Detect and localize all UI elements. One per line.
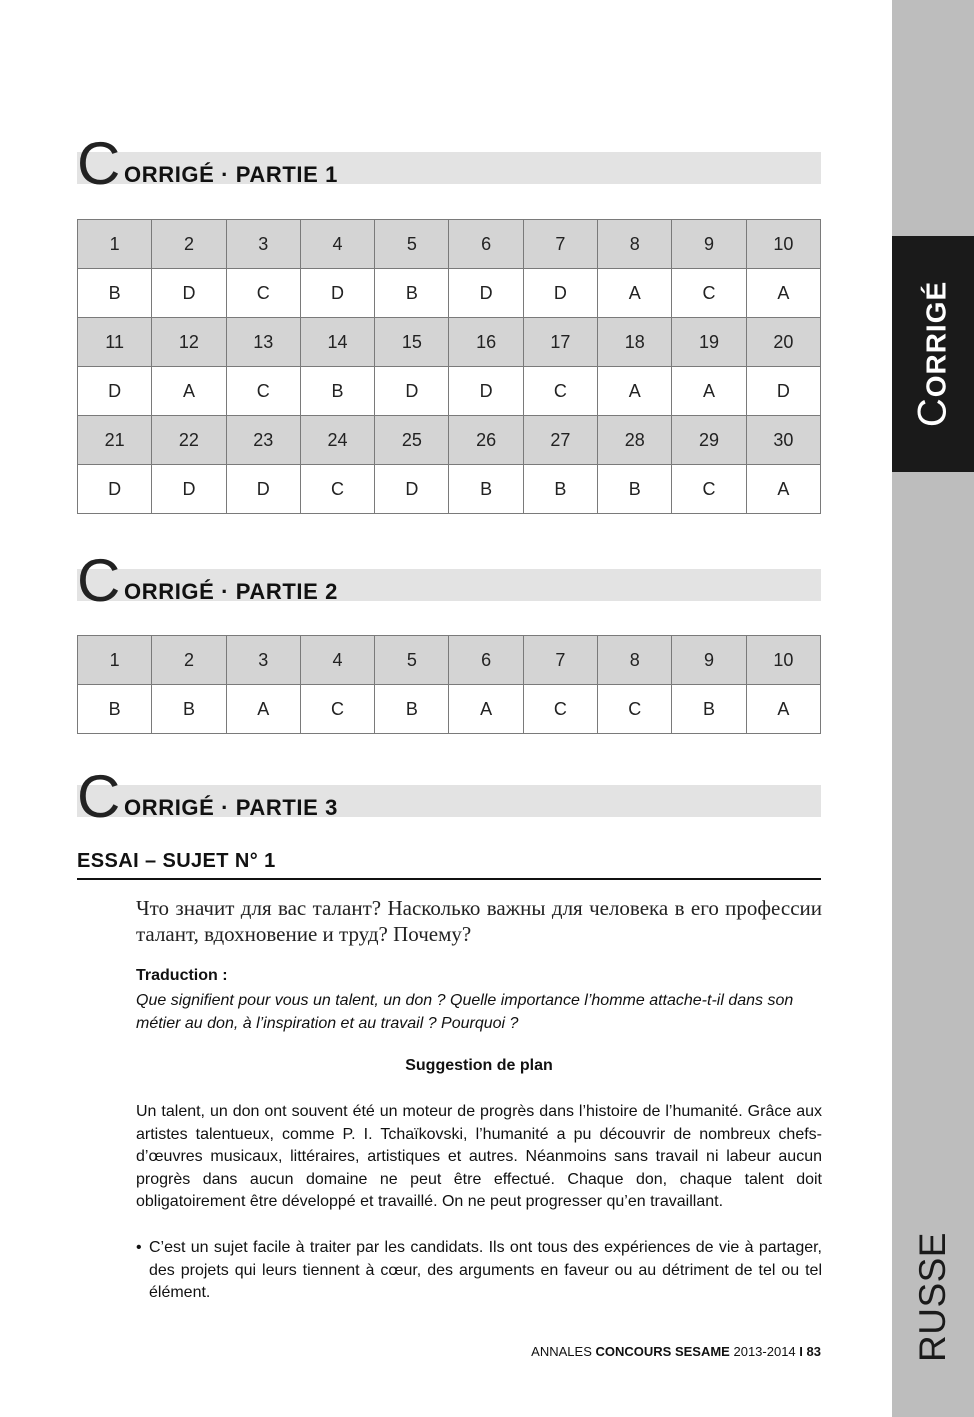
answer-cell: D (152, 269, 226, 318)
russian-question: Что значит для вас талант? Насколько важны для человека в его профессии талант, вдохновение и труд? Почему? (136, 896, 822, 946)
answer-cell: A (226, 685, 300, 734)
answer-cell: A (746, 465, 820, 514)
answer-cell: A (672, 367, 746, 416)
sidebar (892, 0, 974, 1417)
answer-cell: D (746, 367, 820, 416)
plan-paragraph: Un talent, un don ont souvent été un moteur de progrès dans l’histoire de l’humanité. Grâce aux artistes talentueux, comme P. I. Tchaïkovski, l’humanité a pu découvrir de nombreux chefs-d’œuvres musicaux, littéraires, artistiques et autres. Néanmoins sans travail ni labeur aucun progrès dans aucun domaine ne peut être effectué. Chaque don, chaque talent doit obligatoirement être développé et travaillé. On ne peut progresser qu’en travaillant. (136, 1103, 822, 1210)
question-number-cell: 5 (375, 220, 449, 269)
answer-cell: D (449, 367, 523, 416)
question-number-cell: 3 (226, 636, 300, 685)
answer-cell: C (523, 685, 597, 734)
corrige-tab (892, 236, 974, 472)
answer-cell: B (152, 685, 226, 734)
answer-cell: C (300, 465, 374, 514)
answer-cell: B (449, 465, 523, 514)
question-number-cell: 7 (523, 220, 597, 269)
question-number-cell: 25 (375, 416, 449, 465)
answer-cell: B (78, 685, 152, 734)
answer-cell: D (78, 367, 152, 416)
question-number-cell: 8 (598, 636, 672, 685)
question-number-cell: 15 (375, 318, 449, 367)
question-number-cell: 1 (78, 220, 152, 269)
question-number-cell: 2 (152, 636, 226, 685)
plan-bullet (136, 1237, 822, 1305)
question-number-cell: 24 (300, 416, 374, 465)
answer-cell: A (746, 685, 820, 734)
question-number-cell: 12 (152, 318, 226, 367)
answer-cell: C (523, 367, 597, 416)
question-number-cell: 23 (226, 416, 300, 465)
question-number-cell: 18 (598, 318, 672, 367)
answer-cell: A (449, 685, 523, 734)
subject-label: RUSSE (912, 1232, 953, 1362)
answer-cell: C (226, 367, 300, 416)
answer-table-part2 (77, 635, 821, 734)
section-heading-part3 (77, 763, 821, 831)
question-number-cell: 8 (598, 220, 672, 269)
question-number-cell: 28 (598, 416, 672, 465)
answer-cell: C (300, 685, 374, 734)
answer-cell: B (598, 465, 672, 514)
answer-cell: D (78, 465, 152, 514)
answer-cell: D (375, 367, 449, 416)
question-number-cell: 14 (300, 318, 374, 367)
translation-label: Traduction : (136, 967, 228, 984)
question-number-cell: 6 (449, 636, 523, 685)
essay-title: ESSAI – SUJET N° 1 (77, 850, 821, 880)
answer-cell: B (375, 269, 449, 318)
answer-cell: B (672, 685, 746, 734)
answer-cell: B (300, 367, 374, 416)
answer-row (78, 269, 821, 318)
question-number-cell: 1 (78, 636, 152, 685)
heading-text: ORRIGÉ · PARTIE 2 (124, 579, 338, 604)
heading-initial: C (77, 763, 121, 830)
corrige-tab-label: CORRIGÉ (910, 280, 955, 428)
question-number-cell: 2 (152, 220, 226, 269)
question-number-cell: 20 (746, 318, 820, 367)
answer-cell: B (523, 465, 597, 514)
plan-title: Suggestion de plan (405, 1057, 553, 1074)
question-number-cell: 13 (226, 318, 300, 367)
page-number: 83 (806, 1344, 821, 1359)
question-number-cell: 7 (523, 636, 597, 685)
question-number-row (78, 416, 821, 465)
answer-row (78, 685, 821, 734)
answer-cell: C (598, 685, 672, 734)
question-number-cell: 9 (672, 636, 746, 685)
question-number-row (78, 220, 821, 269)
question-number-cell: 11 (78, 318, 152, 367)
question-number-cell: 4 (300, 220, 374, 269)
question-number-cell: 21 (78, 416, 152, 465)
question-number-cell: 29 (672, 416, 746, 465)
question-number-cell: 6 (449, 220, 523, 269)
answer-cell: D (226, 465, 300, 514)
answer-cell: B (375, 685, 449, 734)
heading-text: ORRIGÉ · PARTIE 3 (124, 795, 338, 820)
answer-row (78, 465, 821, 514)
answer-cell: C (672, 269, 746, 318)
question-number-row (78, 318, 821, 367)
question-number-cell: 19 (672, 318, 746, 367)
answer-cell: D (152, 465, 226, 514)
question-number-cell: 17 (523, 318, 597, 367)
answer-cell: D (300, 269, 374, 318)
answer-cell: D (523, 269, 597, 318)
question-number-cell: 26 (449, 416, 523, 465)
heading-initial: C (77, 547, 121, 614)
question-number-cell: 10 (746, 636, 820, 685)
answer-cell: A (746, 269, 820, 318)
question-number-row (78, 636, 821, 685)
answer-cell: C (672, 465, 746, 514)
translation-text: Que signifient pour vous un talent, un don ? Quelle importance l’homme attache-t-il dans son métier au don, à l’inspiration et au travail ? Pourquoi ? (136, 992, 794, 1032)
answer-cell: A (598, 269, 672, 318)
page-footer: ANNALES CONCOURS SESAME 2013-2014 I 83 (531, 1344, 821, 1359)
question-number-cell: 30 (746, 416, 820, 465)
question-number-cell: 3 (226, 220, 300, 269)
answer-cell: A (598, 367, 672, 416)
heading-text: ORRIGÉ · PARTIE 1 (124, 162, 338, 187)
section-heading-part2 (77, 547, 821, 615)
question-number-cell: 22 (152, 416, 226, 465)
section-heading-part1 (77, 130, 821, 198)
answer-cell: D (375, 465, 449, 514)
answer-table-part1 (77, 219, 821, 514)
bullet-text: C’est un sujet facile à traiter par les candidats. Ils ont tous des expériences de vie à partager, des projets qui leurs tiennent à cœur, des arguments en faveur ou au détriment de tel ou tel élément. (149, 1239, 822, 1301)
question-number-cell: 5 (375, 636, 449, 685)
question-number-cell: 4 (300, 636, 374, 685)
answer-cell: B (78, 269, 152, 318)
answer-row (78, 367, 821, 416)
answer-cell: A (152, 367, 226, 416)
answer-cell: C (226, 269, 300, 318)
heading-initial: C (77, 130, 121, 197)
question-number-cell: 27 (523, 416, 597, 465)
question-number-cell: 10 (746, 220, 820, 269)
question-number-cell: 9 (672, 220, 746, 269)
question-number-cell: 16 (449, 318, 523, 367)
bullet-mark: • (136, 1239, 142, 1256)
answer-cell: D (449, 269, 523, 318)
